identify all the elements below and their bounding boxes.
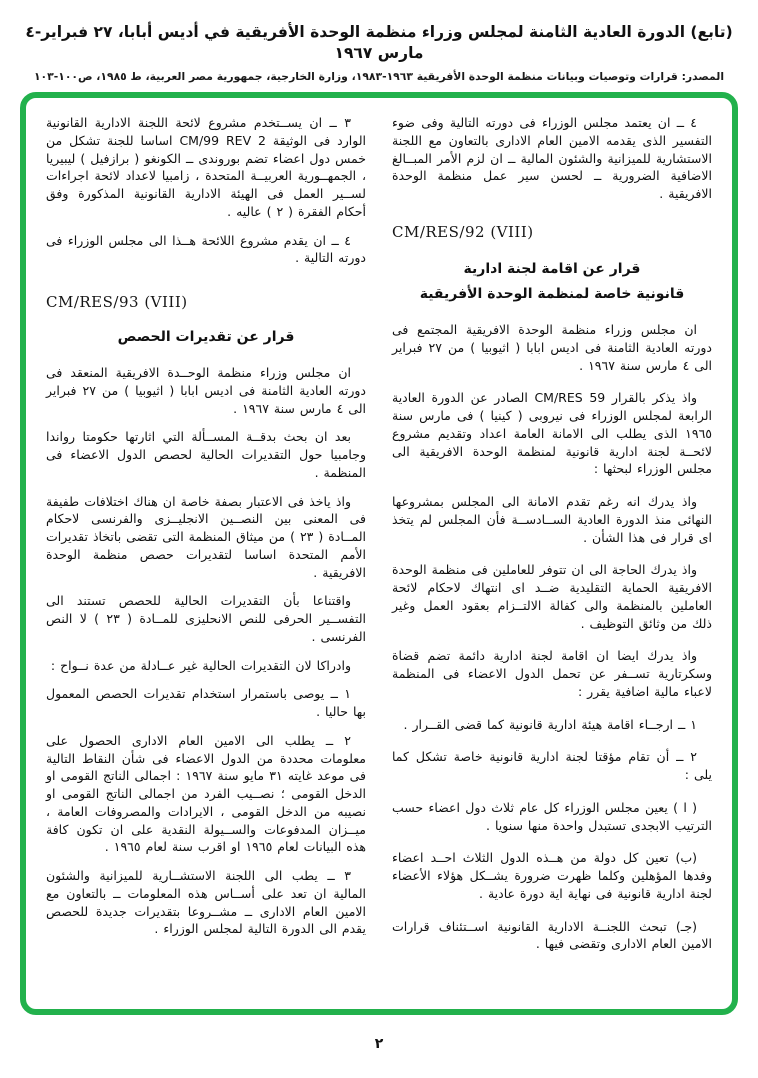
right-column <box>392 114 712 999</box>
resolution-93-title: قرار عن تقديرات الحصص <box>117 329 295 345</box>
decision-subitem-c: (جـ) تبحث اللجنــة الادارية القانونية اســتئناف قرارات الامين العام الادارى وتقضى فيها . <box>392 918 712 952</box>
paragraph-item-3: ٣ ــ ان يســتخدم مشروع لائحة اللجنة الادارية القانونية الوارد فى الوثيقة CM/99 REV 2 اساسا للجنة تشكل من خمس دول اعضاء تضم بوروندى ــ الكونغو ( برازفيل ) ليبيريا ، الجمهــورية العربيــة المتحدة ، زامبيا لاعداد لائحة اجراءات لســير العمل فى الهيئة الادارية القانونية المذكورة وفق أحكام الفقرة ( ٢ ) عاليه . <box>46 115 366 219</box>
two-column-layout <box>46 114 712 999</box>
decision-subitem-b: (ب) تعين كل دولة من هــذه الدول الثلاث احــد اعضاء وفدها المؤهلين وكلما ظهرت ضرورة يشــكل هؤلاء الأعضاء لجنة ادارية قانونية فى نهاية اية دورة عادية . <box>392 850 712 901</box>
paragraph: واذ يدرك الحاجة الى ان تتوفر للعاملين فى منظمة الوحدة الافريقية الحماية التقليدية ضــد اى انتهاك لاحكام لائحة العاملين بالمنظمة والى كفالة الالتــزام بعقود العمل وغير ذلك من وثائق التوظيف . <box>392 562 712 631</box>
paragraph-item-4-res92: ٤ ــ ان يعتمد مجلس الوزراء فى دورته التالية وفى ضوء التفسير الذى يقدمه الامين العام الادارى بالتعاون مع اللجنة الاستشارية للميزانية والشئون المالية ــ ان لزم الأمر المبــالغ الاضافية الضرورية ــ لحسن سير عمل منظمة الوحدة الافريقية . <box>392 115 712 201</box>
resolution-92-title-line1: قرار عن اقامة لجنة ادارية <box>463 260 641 277</box>
paragraph: ان مجلس وزراء منظمة الوحــدة الافريقية المنعقد فى دورته العادية الثامنة فى اديس ابابا ( اثيوبيا ) من ٢٧ فبراير الى ٤ مارس سنة ١٩٦٧ . <box>46 365 366 416</box>
decision-subitem-a: ( ا ) يعين مجلس الوزراء كل عام ثلاث دول اعضاء حسب الترتيب الابجدى تستبدل واحدة منها سنويا . <box>392 799 712 833</box>
paragraph: واذ يدرك ايضا ان اقامة لجنة ادارية دائمة تضم قضاة وسكرتارية تســفر عن تحمل الدول الاعضاء فى المنظمة لاعباء مالية اضافية يقرر : <box>392 648 712 699</box>
paragraph: بعد ان بحث بدقــة المســألة التي اثارتها حكومتا رواندا وجامبيا حول التقديرات الحالية لحصص الدول الاعضاء فى المنظمة . <box>46 429 366 480</box>
paragraph: واذ يدرك انه رغم تقدم الامانة الى المجلس بمشروعها النهائى منذ الدورة العادية الســادســة فأن المجلس لم يتخذ اى قرار فى هذا الشأن . <box>392 494 712 545</box>
session-title: (تابع) الدورة العادية الثامنة لمجلس وزراء منظمة الوحدة الأفريقية في أديس أبابا، ٢٧ فبراير-٤ مارس ١٩٦٧ <box>25 23 733 62</box>
paragraph-item-4: ٤ ــ ان يقدم مشروع اللائحة هــذا الى مجلس الوزراء فى دورته التالية . <box>46 232 366 266</box>
resolution-92-title-line2: قانونية خاصة لمنظمة الوحدة الأفريقية <box>419 285 685 302</box>
paragraph: واقتناعا بأن التقديرات الحالية للحصص تستند الى التفســير الحرفى للنص الانحليزى للمــادة ( ٢٣ ) لا النص الفرنسى . <box>46 593 366 644</box>
paragraph: ان مجلس وزراء منظمة الوحدة الافريقية المجتمع فى دورته العادية الثامنة فى اديس ابابا ( اثيوبيا ) من ٢٧ فبراير الى ٤ مارس سنة ١٩٦٧ . <box>392 322 712 373</box>
resolution-92-title <box>392 257 712 307</box>
source-citation: المصدر: قرارات وتوصيات وبيانات منظمة الوحدة الأفريقية ١٩٦٣-١٩٨٣، وزارة الخارجية، جمهورية مصر العربية، ط ١٩٨٥، ص١٠٠-١٠٣ <box>33 69 725 83</box>
decision-item-1: ١ ــ ارجــاء اقامة هيئة ادارية قانونية كما قضى القــرار . <box>403 716 697 732</box>
page-header <box>0 0 758 83</box>
paragraph: وادراكا لان التقديرات الحالية غير عــادلة من عدة نــواح : <box>50 657 351 673</box>
decision-item-3: ٣ ــ يطب الى اللجنة الاستشــارية للميزانية والشئون المالية ان تعد على أســاس هذه المعلومات ــ بالتعاون مع الامين العام الادارى ــ مشــروعا بتقديرات جديدة للحصص يقدم الى الدورة التالية لمجلس الوزراء . <box>46 868 366 937</box>
decision-item-2: ٢ ــ أن تقام مؤقتا لجنة ادارية قانونية خاصة تشكل كما يلى : <box>392 749 712 783</box>
decision-item-2: ٢ ــ يطلب الى الامين العام الادارى الحصول على معلومات محددة من الدول الاعضاء فى شأن النقاط التالية فى موعد غايته ٣١ مايو سنة ١٩٦٧ : اجمالى الناتج القومى او الدخل القومى ؛ نصــيب الفرد من اجمالى الناتج القومى او نصيبه من الدخل القومى ، الايرادات والمصروفات العامة ، ميــزان المدفوعات والســيولة النقدية على ان تكون كافة هذه البيانات لعام ١٩٦٥ او اقرب سنة لعام ١٩٦٥ . <box>46 732 366 855</box>
resolution-code-cm-res-92: CM/RES/92 (VIII) <box>392 222 534 241</box>
green-border-content-box <box>20 92 738 1015</box>
paragraph: واذ ياخذ فى الاعتبار بصفة خاصة ان هناك اختلافات طفيفة فى المعنى بين النصــين الانجليــزى والفرنسى لاحكام المــادة ( ٢٣ ) من ميثاق المنظمة التى تقضى باتخاذ تقديرات الأمم المتحدة اساسا لتقديرات حصص منظمة الوحدة الافريقية . <box>46 493 366 580</box>
page-number: ٢ <box>374 1036 384 1052</box>
left-column <box>46 114 366 999</box>
resolution-code-cm-res-93: CM/RES/93 (VIII) <box>46 293 188 311</box>
decision-item-1: ١ ــ يوصى باستمرار استخدام تقديرات الحصص المعمول بها حاليا . <box>46 686 366 720</box>
paragraph: واذ يذكر بالقرار CM/RES 59 الصادر عن الدورة العادية الرابعة لمجلس الوزراء فى نيروبى ( كينيا ) فى مارس سنة ١٩٦٥ الذى يطلب الى الامانة العامة اعداد وتقديم مشروع لائحــة لجنة ادارية قانونية لمنظمة الوحدة الافريقية الى مجلس الوزراء لبحثها : <box>392 390 712 477</box>
